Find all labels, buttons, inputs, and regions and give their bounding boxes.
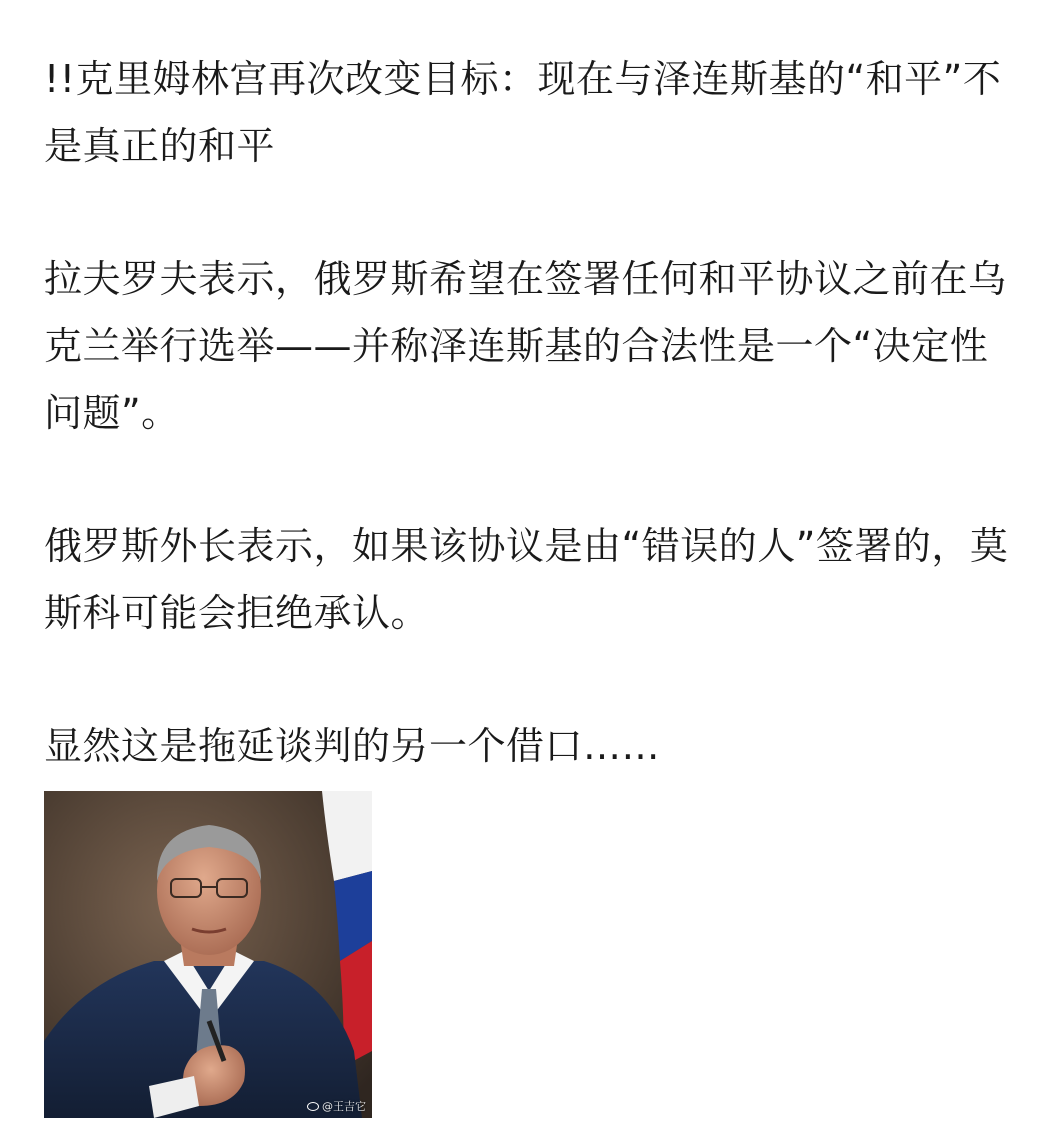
weibo-icon <box>307 1102 319 1111</box>
post-paragraph: 显然这是拖延谈判的另一个借口…… <box>44 724 661 768</box>
image-watermark <box>307 1098 366 1114</box>
post-body <box>44 46 1019 780</box>
post-paragraph: 拉夫罗夫表示，俄罗斯希望在签署任何和平协议之前在乌克兰举行选举——并称泽连斯基的合法性是一个“决定性问题”。 <box>44 257 1007 435</box>
paragraph-spacer <box>44 447 1019 513</box>
post-title: !!克里姆林宫再次改变目标：现在与泽连斯基的“和平”不是真正的和平 <box>44 57 1002 168</box>
post-image[interactable] <box>44 791 372 1118</box>
portrait-illustration <box>44 791 372 1118</box>
paragraph-spacer <box>44 180 1019 246</box>
paragraph-spacer <box>44 647 1019 713</box>
watermark-text: @王吉它 <box>322 1100 366 1113</box>
post-paragraph: 俄罗斯外长表示，如果该协议是由“错误的人”签署的，莫斯科可能会拒绝承认。 <box>44 524 1009 635</box>
